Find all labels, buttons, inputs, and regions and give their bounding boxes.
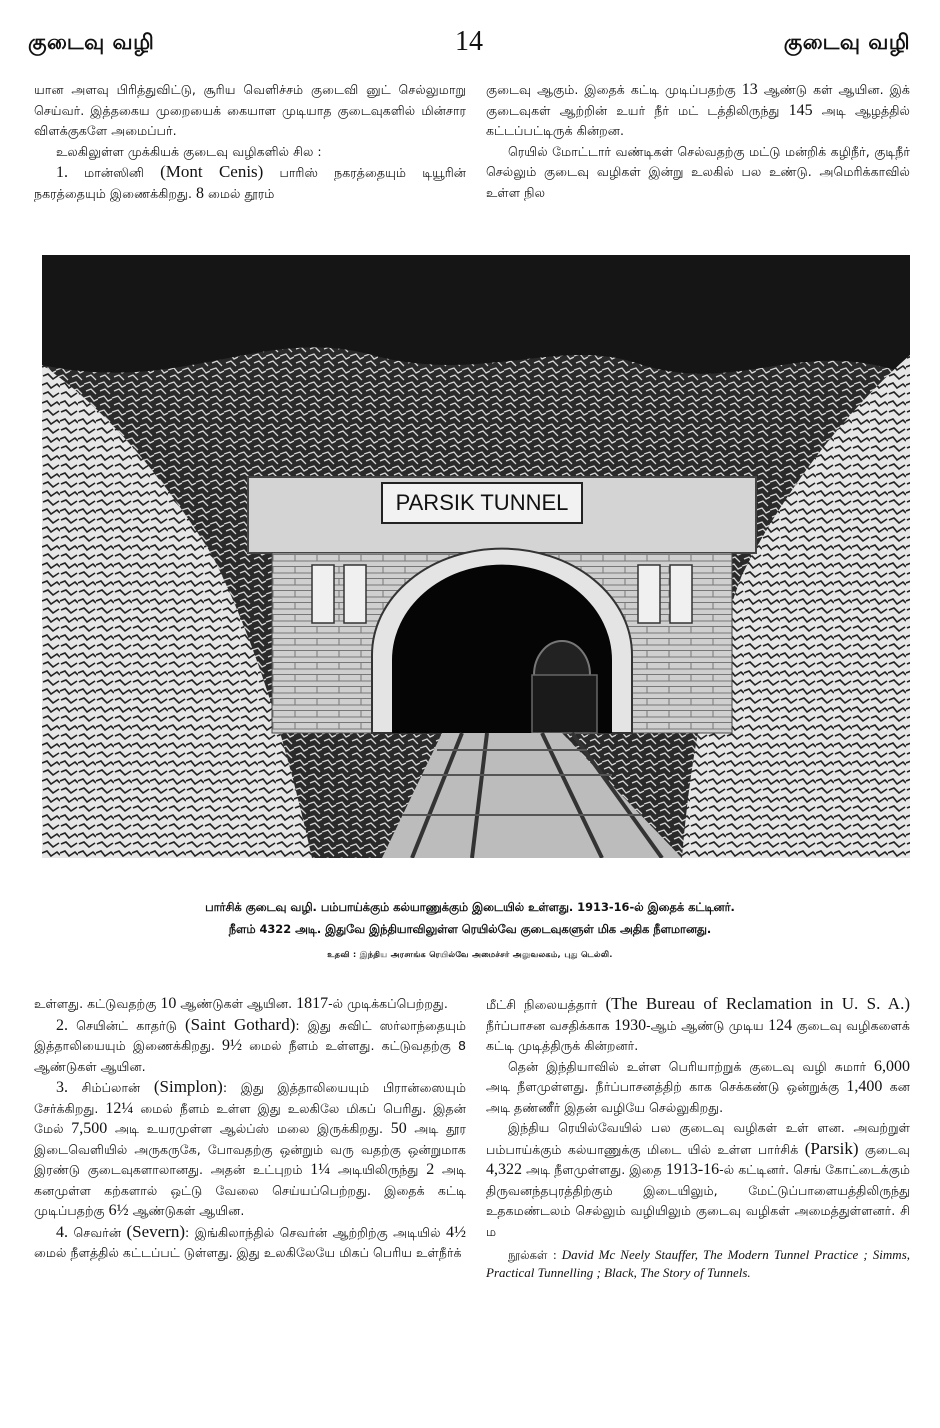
text: ஆண்டுகள் ஆயின. (180, 996, 293, 1011)
item-name-english: (Saint Gothard) (185, 1014, 296, 1034)
text: அடி நீளமுள்ளது. நீர்ப்பாசனத்திற் காக செக்கண்டு ஒன்றுக்கு (486, 1079, 840, 1094)
number: 1¼ (310, 1161, 331, 1178)
list-item-saint-gothard (34, 1015, 466, 1078)
item-name-tamil: சிம்ப்லான் (81, 1080, 141, 1095)
number: 6½ (108, 1202, 129, 1219)
item-number: 3. (56, 1079, 68, 1096)
text: குடைவு ஆகும். இதைக் கட்டி முடிப்பதற்கு (486, 82, 736, 97)
page-number: 14 (455, 26, 483, 57)
item-text: பாரிஸ் நகரத்தையும் டியூரின் நகரத்தையும் இணைக்கிறது. (34, 165, 466, 201)
figure-caption (40, 896, 900, 940)
item-number: 2. (56, 1016, 68, 1034)
item-text: : இது இத்தாலியையும் பிரான்ஸையும் சேர்க்கிறது. (34, 1080, 466, 1116)
item-name-tamil: செவர்ன் (73, 1224, 122, 1240)
caption-text: -ல் இதைக் கட்டினர். (629, 900, 735, 914)
top-left-column (34, 80, 466, 204)
text: ஆண்டு கள் ஆயின. இக் குடைவுகள் ஆற்றின் உயர் நீர் மட் டத்திலிருந்து (486, 82, 910, 118)
paragraph: ரெயில் மோட்டார் வண்டிகள் செல்வதற்கு மட்டு மன்றிக் கழிநீர், குடிநீர் செல்லும் குடைவு வழிகள் இன்று உலகில் பல உண்டு. அமெரிக்காவில் உள்ள நில (486, 143, 910, 200)
number: 4,322 (486, 1161, 522, 1178)
caption-line-1 (40, 896, 900, 918)
paragraph (486, 80, 910, 142)
tunnel-sign-text: PARSIK TUNNEL (395, 490, 569, 515)
item-number-value: 8 (195, 184, 204, 202)
text: -ல் முடிக்கப்பெற்றது. (328, 996, 448, 1011)
item-text: அடி தூர இடைவெளியில் அருகருகே, போவதற்கு ஒன்றும் வரு வதற்கு ஒன்றுமாக இரண்டு குடைவுகளாலானது. அதன் உட்புறம் (34, 1121, 466, 1177)
item-number: 1. (56, 164, 68, 181)
number: 6,000 (874, 1057, 910, 1075)
item-text: அடியிலிருந்து (337, 1162, 419, 1177)
running-title-left: குடைவு வழி (28, 30, 155, 54)
references-label: நூல்கள் : (508, 1248, 557, 1262)
page-header (28, 26, 910, 70)
item-text: ஆண்டுகள் ஆயின. (132, 1203, 245, 1218)
list-item-severn (34, 1222, 466, 1264)
caption-line-2: நீளம் 4322 அடி. இதுவே இந்தியாவிலுள்ள ரெயில்வே குடைவுகளுள் மிக அதிக நீளமானது. (228, 922, 712, 936)
text: கன அடி தண்ணீர் இதன் வழியே செல்லுகிறது. (486, 1079, 910, 1115)
number: 13 (741, 81, 758, 98)
text: குடைவு வழிகளைக் கட்டி முடித்திருக் கின்றனர். (486, 1017, 910, 1053)
item-name-english: (Severn) (126, 1221, 186, 1241)
item-name-english: (Mont Cenis) (160, 162, 264, 181)
paragraph: உலகிலுள்ள முக்கியக் குடைவு வழிகளில் சில : (56, 143, 322, 159)
bottom-left-column (34, 994, 466, 1264)
number: 10 (160, 995, 177, 1012)
number: 7,500 (71, 1120, 108, 1137)
item-text: அடி கனமுள்ள கற்களால் ஒட்டு வேலை செய்யப்பெற்றது. இதைக் கட்டி முடிப்பதற்கு (34, 1162, 466, 1218)
paragraph (486, 1118, 910, 1242)
caption-text: பார்சிக் குடைவு வழி. பம்பாய்க்கும் கல்யாணுக்கும் இடையில் உள்ளது. (205, 900, 574, 914)
paragraph: யான அளவு பிரித்துவிட்டு, சூரிய வெளிச்சம் குடைவி னுட் செல்லுமாறு செய்வர். இத்தகைய முறையைக் கையாள முடியாத குடைவுகளில் மின்சார விளக்குகளே அமைப்பர். (34, 82, 466, 138)
item-text: மைல் நீளம் உள்ள இது உலகிலே மிகப் பெரிது. இதன் மேல் (34, 1100, 466, 1136)
year: 1817 (296, 995, 329, 1012)
item-text: : இது சுவிட் ஸர்லாந்தையும் இத்தாலியையும் இணைக்கிறது. (34, 1017, 467, 1053)
bottom-right-column (486, 994, 910, 1281)
text: அடி ஆழத்தில் கட்டப்பட்டிருக் கின்றன. (486, 102, 910, 138)
number: 1,400 (846, 1078, 883, 1095)
item-text: : இங்கிலாந்தில் செவர்ன் ஆற்றிற்கு அடியில் (185, 1224, 441, 1240)
text: -ல் கட்டினர். செங் கோட்டைக்கும் திருவனந்தபுரத்திற்கும் இடையிலும், மேட்டுப்பாளையத்திலிருந்து உதகமண்டலம் செல்லும் வழியிலும் குடைவு வழிகள் அமைத்துள்ளனர். சி ம (486, 1162, 910, 1239)
caption-years: 1913-16 (577, 900, 630, 914)
english-name: (The Bureau of Reclamation in U. S. A.) (605, 994, 910, 1013)
paragraph (486, 994, 910, 1057)
number: 2 (426, 1161, 435, 1178)
tunnel-illustration (42, 255, 910, 858)
running-title-right: குடைவு வழி (783, 30, 910, 54)
number: 12¼ (105, 1099, 134, 1117)
text: இந்திய ரெயில்வேயில் பல குடைவு வழிகள் உள் ளன. அவற்றுள் பம்பாய்க்கும் கல்யாணுக்கு மிடை யில் உள்ள பார்சிக் (486, 1120, 910, 1157)
year: 1913-16 (665, 1161, 720, 1178)
text: உள்ளது. கட்டுவதற்கு (34, 996, 157, 1011)
paragraph (34, 994, 466, 1015)
item-text: மைல் நீளம் உள்ளது. கட்டுவதற்கு 8 ஆண்டுகள் ஆயின. (34, 1038, 466, 1074)
item-text: மைல் நீளத்தில் கட்டப்பட் டுள்ளது. இது உலகிலேயே மிகப் பெரிய உள்நீர்க் (34, 1245, 462, 1260)
item-text: அடி உயரமுள்ள ஆல்ப்ஸ் மலை இருக்கிறது. (115, 1121, 383, 1136)
number: 50 (390, 1120, 407, 1137)
text: அடி நீளமுள்ளது. இதை (526, 1162, 662, 1177)
item-number: 4. (56, 1223, 68, 1241)
item-name-tamil: செயின்ட் காதர்டு (76, 1017, 177, 1033)
item-name-tamil: மான்ஸினி (84, 165, 144, 180)
list-item-mont-cenis (34, 162, 466, 204)
text: மீட்சி நிலையத்தார் (486, 997, 598, 1012)
number: 9½ (222, 1037, 242, 1054)
paragraph (486, 1057, 910, 1119)
year: 1930 (614, 1016, 647, 1034)
parsik-tunnel-photo (42, 255, 910, 858)
number: 4½ (445, 1223, 466, 1241)
text: நீர்ப்பாசன வசதிக்காக (486, 1017, 610, 1033)
top-right-column (486, 80, 910, 203)
text: தென் இந்தியாவில் உள்ள பெரியாற்றுக் குடைவு வழி சுமார் (508, 1058, 867, 1074)
list-item-simplon (34, 1077, 466, 1222)
references-text: David Mc Neely Stauffer, The Modern Tunnel Practice ; Simms, Practical Tunnelling ; Black, The Story of Tunnels. (486, 1247, 910, 1280)
number: 124 (768, 1016, 793, 1034)
item-name-english: (Simplon) (153, 1077, 223, 1096)
references (486, 1246, 910, 1281)
item-text: மைல் தூரம் (208, 185, 275, 201)
number: 145 (788, 101, 813, 119)
text: குடைவு (864, 1141, 910, 1157)
photo-credit: உதவி : இந்திய அரசாங்க ரெயில்வே அமைச்சர் அலுவலகம், புது டெல்லி. (327, 950, 613, 959)
text: -ஆம் ஆண்டு முடிய (646, 1017, 764, 1033)
english-name: (Parsik) (804, 1138, 859, 1158)
